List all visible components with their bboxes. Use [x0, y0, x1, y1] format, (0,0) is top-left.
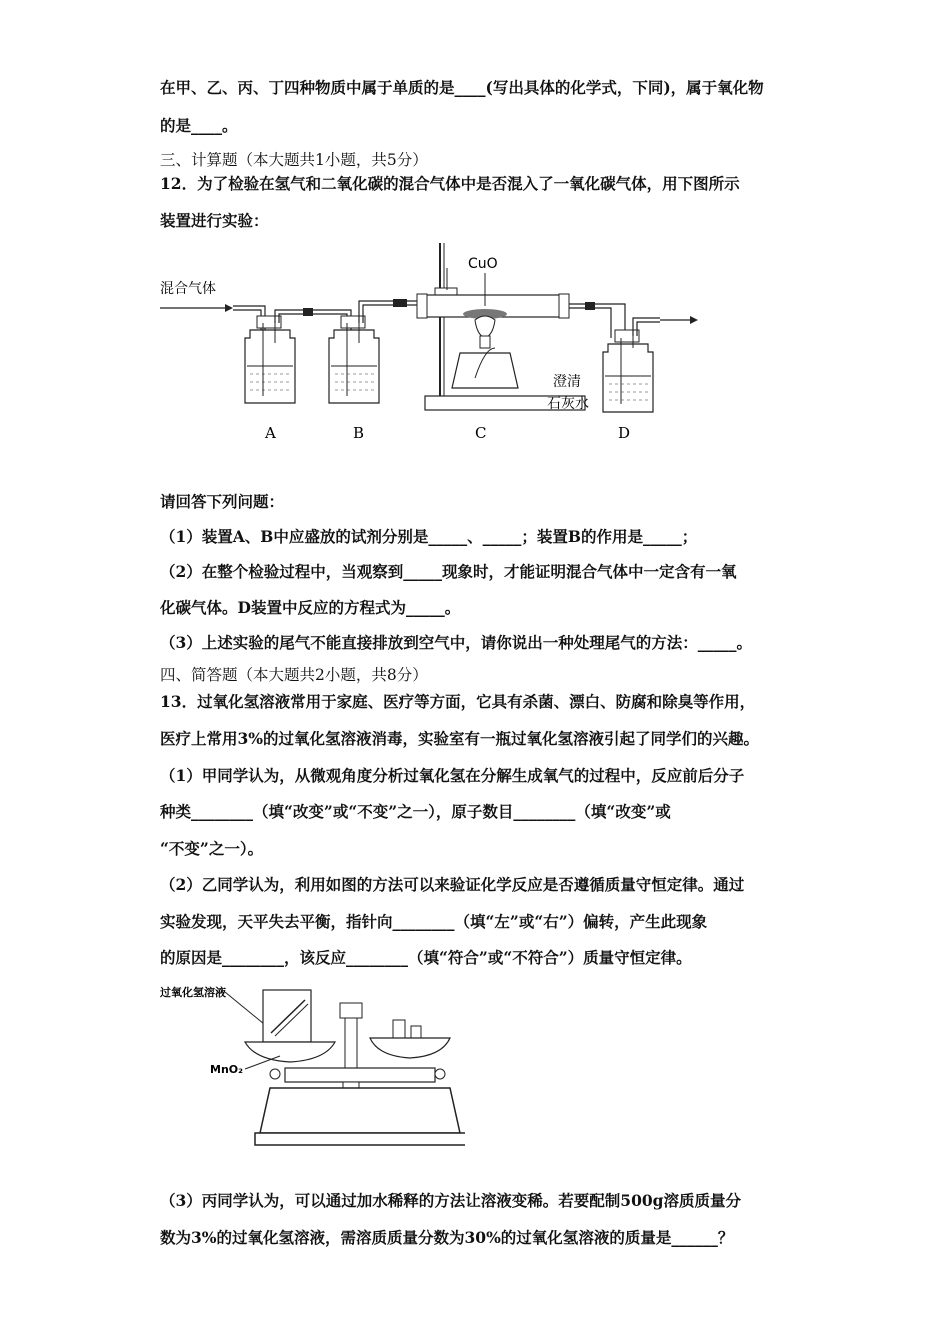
question-12-part-3: （3）上述实验的尾气不能直接排放到空气中，请你说出一种处理尾气的方法：_____。 [160, 633, 753, 652]
balance-diagram [155, 978, 465, 1158]
question-13-part-1: （1）甲同学认为，从微观角度分析过氧化氢在分解生成氧气的过程中，反应前后分子 [160, 766, 745, 785]
question-12-part-1: （1）装置A、B中应盛放的试剂分别是_____、_____；装置B的作用是_____； [160, 527, 698, 546]
apparatus-diagram [155, 238, 715, 448]
question-13-part-3-cont: 数为3%的过氧化氢溶液，需溶质质量分数为30%的过氧化氢溶液的质量是______？ [160, 1228, 734, 1247]
limewater-label-2: 石灰水 [547, 396, 589, 412]
question-12-stem-cont: 装置进行实验： [160, 211, 269, 230]
mixed-gas-label: 混合气体 [160, 281, 216, 297]
prompt-answer: 请回答下列问题： [160, 492, 285, 511]
question-13-part-3: （3）丙同学认为，可以通过加水稀释的方法让溶液变稀。若要配制500g溶质质量分 [160, 1191, 741, 1210]
cuo-label: CuO [468, 256, 498, 272]
bottle-a [245, 316, 295, 403]
outlet-arrow-head [690, 316, 698, 324]
question-13-part-1-cont: 种类________（填“改变”或“不变”之一），原子数目________（填“改变”或 [160, 802, 671, 821]
question-13-part-1-end: “不变”之一）。 [160, 839, 264, 858]
bottle-d [603, 330, 653, 412]
balance-base [260, 1088, 460, 1133]
label-a: A [265, 424, 276, 442]
question-12-stem: 12．为了检验在氢气和二氧化碳的混合气体中是否混入了一氧化碳气体，用下图所示 [160, 174, 740, 193]
text-line-2: 的是____。 [160, 116, 238, 135]
question-12-part-2: （2）在整个检验过程中，当观察到_____现象时，才能证明混合气体中一定含有一氧 [160, 562, 737, 581]
section-heading-3: 三、计算题（本大题共1小题，共5分） [160, 151, 428, 169]
question-13-part-2-end: 的原因是________，该反应________（填“符合”或“不符合”）质量守恒定律。 [160, 948, 692, 967]
question-13-stem-cont: 医疗上常用3%的过氧化氢溶液消毒，实验室有一瓶过氧化氢溶液引起了同学们的兴趣。 [160, 729, 760, 748]
question-13-stem: 13．过氧化氢溶液常用于家庭、医疗等方面，它具有杀菌、漂白、防腐和除臭等作用， [160, 692, 756, 711]
label-d: D [618, 424, 631, 442]
section-heading-4: 四、简答题（本大题共2小题，共8分） [160, 666, 428, 684]
inlet-arrow-head [225, 304, 233, 312]
mno2-label: MnO₂ [210, 1063, 243, 1076]
question-12-part-2-cont: 化碳气体。D装置中反应的方程式为_____。 [160, 598, 461, 617]
limewater-label-1: 澄清 [553, 374, 581, 390]
left-pan [245, 1042, 335, 1062]
label-b: B [353, 424, 365, 442]
bottle-b [329, 316, 379, 403]
question-13-part-2: （2）乙同学认为，利用如图的方法可以来验证化学反应是否遵循质量守恒定律。通过 [160, 875, 745, 894]
label-c: C [475, 424, 487, 442]
right-pan [370, 1038, 450, 1058]
balance-beam [285, 1068, 435, 1082]
beaker [263, 990, 311, 1042]
h2o2-label: 过氧化氢溶液 [160, 986, 226, 999]
question-13-part-2-cont: 实验发现，天平失去平衡，指针向________（填“左”或“右”）偏转，产生此现象 [160, 912, 708, 931]
text-line-1: 在甲、乙、丙、丁四种物质中属于单质的是____(写出具体的化学式，下同)，属于氧化物 [160, 78, 764, 97]
